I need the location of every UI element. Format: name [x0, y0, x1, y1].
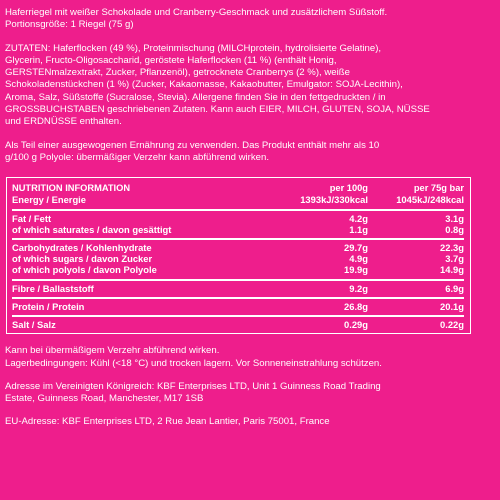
row-value-per-bar: 0.22g: [440, 319, 464, 331]
nutrition-salt-group: [12, 315, 464, 333]
nutrition-row-protein: [12, 301, 464, 312]
row-value-per-100g: 9.2g: [349, 282, 368, 294]
row-value-per-100g: 0.29g: [344, 319, 368, 331]
nutrition-row-carbs: [12, 242, 464, 253]
nutrition-header-row: [12, 183, 464, 194]
storage-line: Lagerbedingungen: Kühl (<18 °C) und trocken lagern. Vor Sonneneinstrahlung schützen.: [5, 357, 382, 369]
row-label: Salt / Salz: [12, 319, 56, 331]
row-label: Protein / Protein: [12, 300, 85, 312]
row-label: Fat / Fett: [12, 212, 52, 224]
uk-address: [5, 381, 493, 406]
title-line: Haferriegel mit weißer Schokolade und Cranberry-Geschmack und zusätzlichem Süßstoff.: [5, 7, 388, 18]
nutrition-row-sugars: [12, 253, 464, 264]
nutrition-row-fibre: [12, 283, 464, 294]
row-label: of which sugars / davon Zucker: [12, 253, 153, 265]
row-value-per-100g: 19.9g: [344, 264, 368, 276]
nutrition-carbs-group: [12, 238, 464, 279]
row-label: Fibre / Ballaststoff: [12, 282, 94, 294]
address-line: EU-Adresse: KBF Enterprises LTD, 2 Rue Jean Lantier, Paris 75001, France: [5, 416, 330, 428]
nutrition-row-energy: [12, 194, 464, 205]
row-value-per-100g: 26.8g: [344, 300, 368, 312]
nutrition-protein-group: [12, 297, 464, 315]
nutrition-row-polyols: [12, 264, 464, 275]
advice-line: Als Teil einer ausgewogenen Ernährung zu verwenden. Das Produkt enthält mehr als 10: [5, 139, 380, 151]
row-value-per-100g: 1.1g: [349, 223, 368, 235]
ingredients-line: ZUTATEN: Haferflocken (49 %), Proteinmischung (MILCHprotein, hydrolisierte Gelatine),: [5, 42, 382, 54]
row-value-per-bar: 14.9g: [440, 264, 464, 276]
eu-address: [5, 416, 493, 428]
row-value-per-100g: 4.2g: [349, 212, 368, 224]
row-value-per-bar: 3.7g: [445, 253, 464, 265]
nutrition-row-saturates: [12, 224, 464, 235]
ingredients-line: Glycerin, Fructo-Oligosaccharid, geröstete Haferflocken (11 %) (enthält Honig,: [5, 54, 337, 66]
row-label: Carbohydrates / Kohlenhydrate: [12, 242, 152, 254]
row-value-per-bar: 1045kJ/248kcal: [396, 194, 464, 206]
nutrition-table: [6, 177, 471, 334]
row-value-per-100g: 4.9g: [349, 253, 368, 265]
ingredients-line: GROSSBUCHSTABEN geschriebenen Zutaten. Kann auch EIER, MILCH, GLUTEN, SOJA, NÜSSE: [5, 104, 430, 116]
row-value-per-100g: 1393kJ/330kcal: [300, 194, 368, 206]
storage-line: Kann bei übermäßigem Verzehr abführend wirken.: [5, 345, 220, 357]
row-value-per-bar: 20.1g: [440, 300, 464, 312]
advice-line: g/100 g Polyole: übermäßiger Verzehr kann abführend wirken.: [5, 151, 269, 163]
product-title: [5, 7, 493, 32]
storage-text: [5, 345, 493, 370]
column-header-per-100g: per 100g: [329, 183, 368, 194]
nutrition-fibre-group: [12, 279, 464, 297]
ingredients-text: [5, 43, 493, 129]
nutrition-row-salt: [12, 319, 464, 330]
nutrition-header-group: [12, 178, 464, 208]
nutrition-fat-group: [12, 209, 464, 238]
row-value-per-bar: 22.3g: [440, 242, 464, 254]
ingredients-line: GERSTENmalzextrakt, Zucker, Pflanzenöl), getrocknete Cranberrys (2 %), weiße: [5, 67, 350, 79]
nutrition-row-fat: [12, 213, 464, 224]
nutrition-table-title: NUTRITION INFORMATION: [12, 183, 131, 194]
ingredients-line: und ERDNÜSSE enthalten.: [5, 116, 122, 128]
row-label: of which saturates / davon gesättigt: [12, 223, 172, 235]
title-line: Portionsgröße: 1 Riegel (75 g): [5, 19, 134, 31]
label-panel: [5, 7, 493, 429]
row-value-per-bar: 0.8g: [445, 223, 464, 235]
address-line: Estate, Guinness Road, Manchester, M17 1SB: [5, 393, 204, 405]
row-label: Energy / Energie: [12, 194, 86, 206]
column-header-per-bar: per 75g bar: [413, 183, 464, 194]
row-label: of which polyols / davon Polyole: [12, 264, 157, 276]
ingredients-line: Aroma, Salz, Süßstoffe (Sucralose, Stevia). Allergene finden Sie in den fettgedruckten / in: [5, 91, 386, 103]
row-value-per-bar: 3.1g: [445, 212, 464, 224]
row-value-per-bar: 6.9g: [445, 282, 464, 294]
ingredients-line: Schokoladenstückchen (1 %) (Zucker, Kakaomasse, Kakaobutter, Emulgator: SOJA-Lecithin),: [5, 79, 403, 91]
row-value-per-100g: 29.7g: [344, 242, 368, 254]
advice-text: [5, 140, 493, 165]
address-line: Adresse im Vereinigten Königreich: KBF Enterprises LTD, Unit 1 Guinness Road Trading: [5, 380, 381, 392]
